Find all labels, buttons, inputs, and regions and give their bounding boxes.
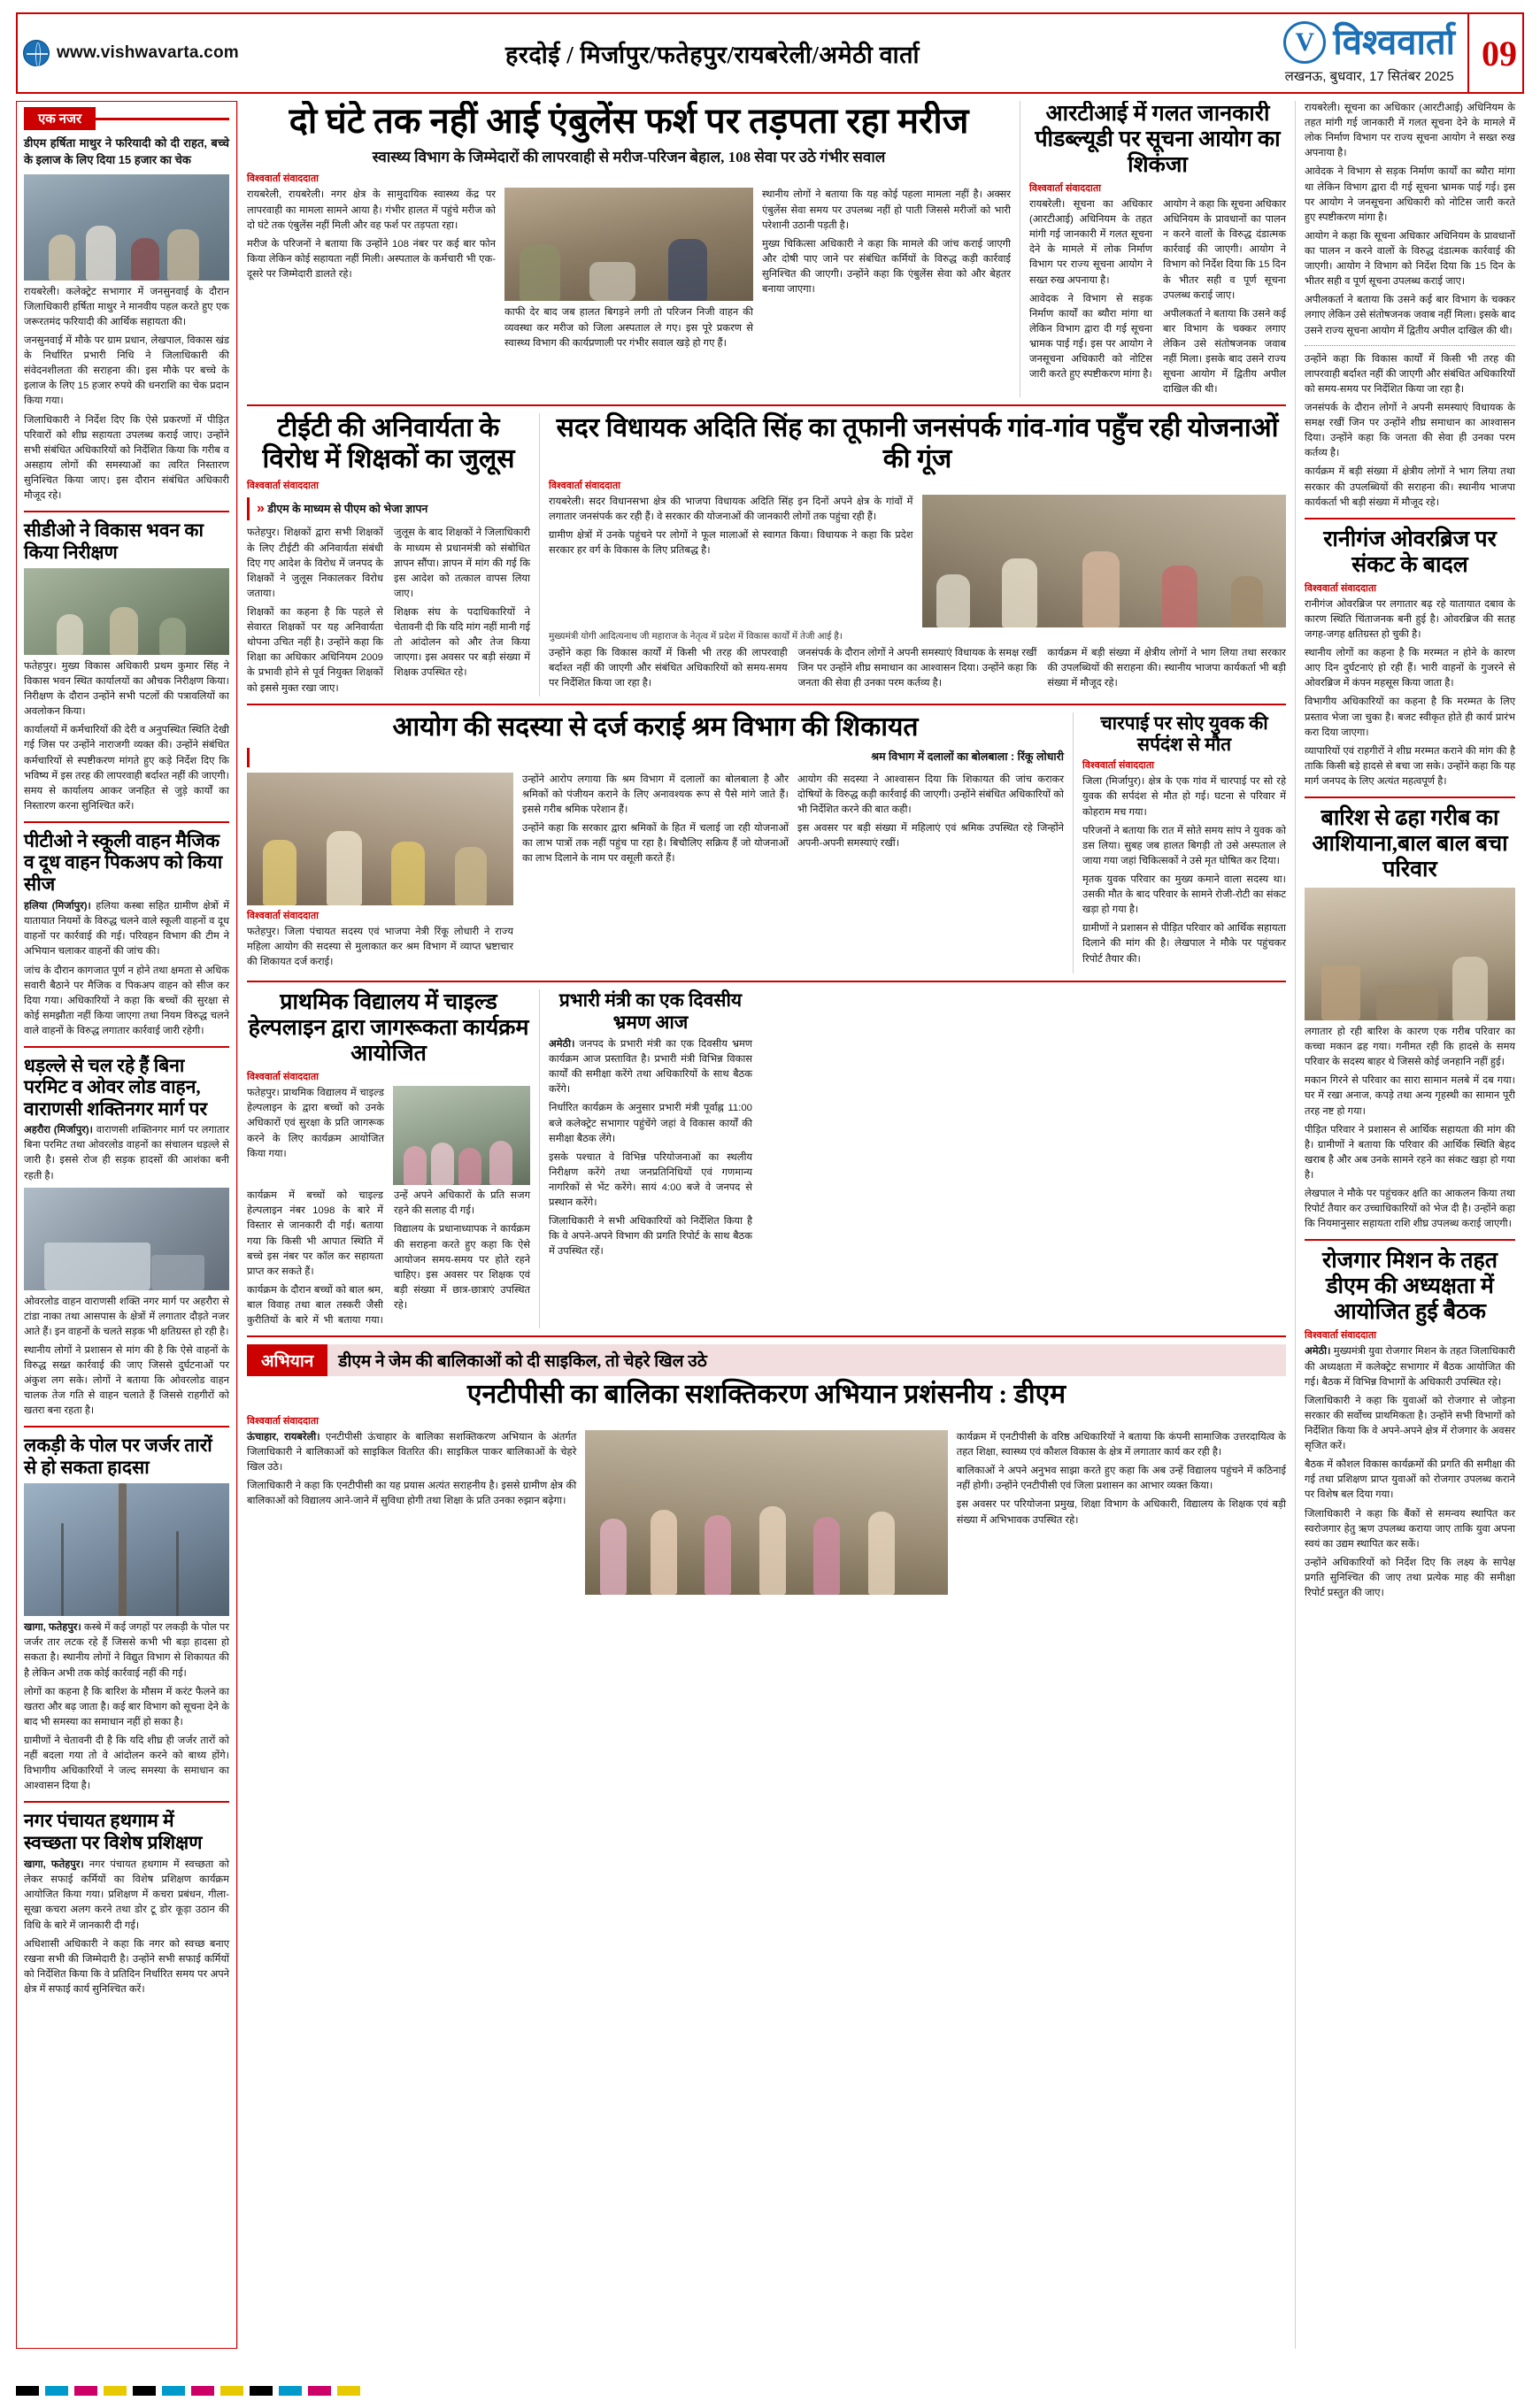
ek-nazar-tag: एक नजर bbox=[24, 107, 96, 130]
photo-dm-cheque bbox=[24, 174, 229, 281]
photo-cdo-inspection bbox=[24, 568, 229, 655]
color-bar bbox=[16, 2386, 39, 2396]
color-bar bbox=[133, 2386, 156, 2396]
shram-quote: श्रम विभाग में दलालों का बोलबाला : रिंकू लोधारी bbox=[247, 748, 1064, 767]
photo-cycle-distribution bbox=[585, 1430, 947, 1595]
tet-headline: टीईटी की अनिवार्यता के विरोध में शिक्षकों का जुलूस bbox=[262, 413, 515, 474]
campaign-photo-wrap bbox=[585, 1430, 947, 1595]
shram-byline: विश्ववार्ता संवाददाता bbox=[247, 910, 319, 921]
photo-overload-vehicle bbox=[24, 1188, 229, 1290]
color-bar bbox=[162, 2386, 185, 2396]
dateline-unchahar: ऊंचाहार, रायबरेली। bbox=[247, 1432, 320, 1443]
photo-collapsed-house bbox=[1305, 888, 1515, 1020]
masthead-center bbox=[283, 14, 1142, 92]
dateline-amethi-2: अमेठी। bbox=[1305, 1346, 1331, 1358]
body-overload-vehicles: ओवरलोड वाहन वाराणसी शक्ति नगर मार्ग पर अहरौरा से टांडा नाका तथा आसपास के क्षेत्रों में लगातार दौड़ते नजर आते हैं। इन वाहनों के चलते सड़क भी क्षतिग्रस्त हो रही है। स्थानीय लोगों ने प्रशासन से मांग की है कि ऐसे वाहनों के विरुद्ध सख्त कार्रवाई की जाए जिससे दुर्घटनाओं पर अंकुश लग सके। लोगों ने बताया कि ओवरलोड वाहन चालक तेज गति से वाहन चलाते हैं जिससे राहगीरों को खतरा बना रहता है। bbox=[24, 1296, 229, 1417]
headline-wooden-pole: लकड़ी के पोल पर जर्जर तारों से हो सकता हादसा bbox=[24, 1435, 212, 1478]
rtai-overflow: रायबरेली। सूचना का अधिकार (आरटीआई) अधिनियम के तहत मांगी गई जानकारी में गलत सूचना देने के मामले में लोक निर्माण विभाग पर राज्य सूचना आयोग ने सख्त रुख अपनाया है। आवेदक ने विभाग से सड़क निर्माण कार्यों का ब्यौरा मांगा था लेकिन विभाग द्वारा दी गई सूचना भ्रामक पाई गई। इस पर आयोग ने जनसूचना अधिकारी को नोटिस जारी करते हुए स्पष्टीकरण मांगा है। आयोग ने कहा कि सूचना अधिकार अधिनियम के प्रावधानों का पालन न करने वालों के विरुद्ध दंडात्मक कार्रवाई की जाएगी। आयोग ने विभाग को निर्देश दिया कि 15 दिन के भीतर सही व पूर्ण सूचना उपलब्ध कराई जाए। अपीलकर्ता ने बताया कि उसने कई बार विभाग के चक्कर लगाए लेकिन उसे संतोषजनक जवाब नहीं मिला। इसके बाद उसने राज्य सूचना आयोग में द्वितीय अपील दाखिल की थी। bbox=[1305, 103, 1515, 336]
left-column bbox=[16, 101, 237, 2349]
child-photo-wrap bbox=[393, 1086, 530, 1185]
shram-photo-wrap bbox=[247, 773, 513, 973]
brand-logo-icon: V bbox=[1283, 21, 1326, 64]
rtai-headline: आरटीआई में गलत जानकारी पीडब्ल्यूडी पर सूचना आयोग का शिकंजा bbox=[1035, 102, 1281, 177]
campaign-strip-text: डीएम ने जेम की बालिकाओं को दी साइकिल, तो चेहरे खिल उठे bbox=[327, 1344, 1286, 1376]
overbridge-byline: विश्ववार्ता संवाददाता bbox=[1305, 582, 1376, 594]
lead-photo-wrap bbox=[504, 188, 753, 354]
story-tet bbox=[247, 413, 539, 696]
lead-body-col2: काफी देर बाद जब हालत बिगड़ने लगी तो परिजन निजी वाहन की व्यवस्था कर मरीज को जिला अस्पताल ले गए। इस पूरे प्रकरण से स्वास्थ्य विभाग की कार्यप्रणाली पर गंभीर सवाल खड़े हो गए हैं। bbox=[504, 307, 753, 349]
ek-nazar-body: रायबरेली। कलेक्ट्रेट सभागार में जनसुनवाई के दौरान जिलाधिकारी हर्षिता माथुर ने मानवीय पहल करते हुए एक जरूरतमंद फरियादी की आर्थिक सहायता की। जनसुनवाई में मौके पर ग्राम प्रधान, लेखपाल, विकास खंड के निर्धारित प्रभारी निधि ने जिलाधिकारी की संवेदनशीलता की सराहना की। इस मौके पर बच्चे के इलाज के लिए 15 हजार रुपये की धनराशि का चेक प्रदान किया गया। जिलाधिकारी ने निर्देश दिए कि ऐसे प्रकरणों में पीड़ित परिवारों को शीघ्र सहायता उपलब्ध कराई जाए। उन्होंने सभी संबंधित अधिकारियों को निर्देशित किया कि गरीब व असहाय लोगों की समस्याओं का त्वरित निस्तारण सुनिश्चित किया जाए। इस दौरान संबंधित अधिकारी मौजूद रहे। bbox=[24, 286, 229, 502]
photo-wooden-pole bbox=[24, 1483, 229, 1616]
masthead-right bbox=[1142, 14, 1522, 92]
color-registration-bars bbox=[16, 2386, 360, 2396]
rain-headline: बारिश से ढहा गरीब का आशियाना,बाल बाल बचा परिवार bbox=[1312, 806, 1508, 882]
rtai-body: रायबरेली। सूचना का अधिकार (आरटीआई) अधिनियम के तहत मांगी गई जानकारी में गलत सूचना देने के मामले में लोक निर्माण विभाग पर राज्य सूचना आयोग ने सख्त रुख अपनाया है। आवेदक ने विभाग से सड़क निर्माण कार्यों का ब्यौरा मांगा था लेकिन विभाग द्वारा दी गई सूचना भ्रामक पाई गई। इस पर आयोग ने जनसूचना अधिकारी को नोटिस जारी करते हुए स्पष्टीकरण मांगा है। आयोग ने कहा कि सूचना अधिकार अधिनियम के प्रावधानों का पालन न करने वालों के विरुद्ध दंडात्मक कार्रवाई की जाएगी। आयोग ने विभाग को निर्देश दिया कि 15 दिन के भीतर सही व पूर्ण सूचना उपलब्ध कराई जाए। अपीलकर्ता ने बताया कि उसने कई बार विभाग के चक्कर लगाए लेकिन उसे संतोषजनक जवाब नहीं मिला। इसके बाद उसने राज्य सूचना आयोग में द्वितीय अपील दाखिल की थी। bbox=[1029, 199, 1286, 396]
dateline-khaga-2: खागा, फतेहपुर। bbox=[24, 1859, 84, 1871]
color-bar bbox=[74, 2386, 97, 2396]
headline-overload-vehicles: धड़ल्ले से चल रहे हैं बिना परमिट व ओवर लोड वाहन, वाराणसी शक्तिनगर मार्ग पर bbox=[24, 1055, 208, 1120]
color-bar bbox=[337, 2386, 360, 2396]
story-aditi bbox=[540, 413, 1286, 696]
color-bar bbox=[250, 2386, 273, 2396]
overbridge-body: रानीगंज ओवरब्रिज पर लगातार बढ़ रहे यातायात दबाव के कारण स्थिति चिंताजनक बनी हुई है। ओवरब्रिज की सतह जगह-जगह क्षतिग्रस्त हो चुकी है। स्थानीय लोगों का कहना है कि मरम्मत न होने के कारण आए दिन दुर्घटनाएं हो रही हैं। भारी वाहनों के गुजरने से ओवरब्रिज में कंपन महसूस किया जाता है। विभागीय अधिकारियों का कहना है कि मरम्मत के लिए प्रस्ताव भेजा जा चुका है। बजट स्वीकृत होते ही कार्य प्रारंभ करा दिया जाएगा। व्यापारियों एवं राहगीरों ने शीघ्र मरम्मत कराने की मांग की है ताकि किसी बड़े हादसे से बचा जा सके। उन्होंने कहा कि यह मार्ग जनपद के लिए अत्यंत महत्वपूर्ण है। bbox=[1305, 598, 1515, 787]
headline-school-vehicle-seized: पीटीओ ने स्कूली वाहन मैजिक व दूध वाहन पिकअप को किया सीज bbox=[24, 830, 223, 895]
aditi-caption: मुख्यमंत्री योगी आदित्यनाथ जी महाराज के नेतृत्व में प्रदेश में विकास कार्यों में तेजी आई है। bbox=[549, 631, 843, 643]
charpai-headline: चारपाई पर सोए युवक की सर्पदंश से मौत bbox=[1100, 712, 1268, 755]
campaign-tag: अभियान bbox=[247, 1344, 327, 1376]
body-cdo-inspection: फतेहपुर। मुख्य विकास अधिकारी प्रथम कुमार सिंह ने विकास भवन स्थित कार्यालयों का औचक निरीक्षण किया। निरीक्षण के दौरान उन्होंने सभी पटलों की पत्रावलियों का अवलोकन किया। कार्यालयों में कर्मचारियों की देरी व अनुपस्थित स्थिति देखी गई जिस पर उन्होंने नाराजगी व्यक्त की। उन्होंने संबंधित कर्मचारियों से स्पष्टीकरण मांगते हुए कड़े निर्देश दिए कि भविष्य में इस तरह की लापरवाही बर्दाश्त नहीं की जाएगी। समय से कार्यालय आकर जनहित से जुड़े कार्यों का निस्तारण करना सुनिश्चित करें। bbox=[24, 660, 229, 812]
masthead-left bbox=[18, 14, 283, 92]
shram-body-col2: उन्होंने आरोप लगाया कि श्रम विभाग में दलालों का बोलबाला है और श्रमिकों को पंजीयन कराने के लिए अनावश्यक रूप से पैसे मांगे जाते हैं। इससे गरीब श्रमिक परेशान हैं। उन्होंने कहा कि सरकार द्वारा श्रमिकों के हित में चलाई जा रही योजनाओं का लाभ पात्रों तक नहीं पहुंच पा रहा है। बिचौलिए सक्रिय हैं जो योजनाओं का लाभ दिलाने के नाम पर वसूली करते हैं। bbox=[522, 773, 789, 865]
campaign-headline: एनटीपीसी का बालिका सशक्तिकरण अभियान प्रशंसनीय : डीएम bbox=[466, 1380, 1066, 1410]
child-headline: प्राथमिक विद्यालय में चाइल्ड हेल्पलाइन द्वारा जागरूकता कार्यक्रम आयोजित bbox=[248, 990, 529, 1066]
story-child-helpline bbox=[247, 989, 539, 1328]
center-column bbox=[238, 101, 1295, 2349]
lead-byline: विश्ववार्ता संवाददाता bbox=[247, 173, 319, 185]
globe-icon bbox=[23, 40, 50, 66]
shram-body-col1: फतेहपुर। जिला पंचायत सदस्य एवं भाजपा नेत्री रिंकू लोधारी ने राज्य महिला आयोग की सदस्या से मुलाकात कर श्रम विभाग में व्याप्त भ्रष्टाचार की शिकायत दर्ज कराई। bbox=[247, 926, 513, 968]
right-column bbox=[1296, 101, 1524, 2349]
ek-nazar-lead: डीएम हर्षिता माथुर ने फरियादी को दी राहत, बच्चे के इलाज के लिए दिया 15 हजार का चेक bbox=[24, 136, 229, 166]
site-url[interactable]: www.vishwavarta.com bbox=[57, 43, 239, 62]
dateline-amethi-1: अमेठी। bbox=[549, 1038, 575, 1050]
headline-swachhta-training: नगर पंचायत हथगाम में स्वच्छता पर विशेष प्रशिक्षण bbox=[24, 1810, 203, 1853]
charpai-byline: विश्ववार्ता संवाददाता bbox=[1082, 760, 1154, 772]
tet-byline: विश्ववार्ता संवाददाता bbox=[247, 481, 319, 492]
rojgar-headline: रोजगार मिशन के तहत डीएम की अध्यक्षता में आयोजित हुई बैठक bbox=[1321, 1249, 1498, 1325]
color-bar bbox=[191, 2386, 214, 2396]
brand-block bbox=[1283, 21, 1455, 85]
shram-headline: आयोग की सदस्या से दर्ज कराई श्रम विभाग की शिकायत bbox=[392, 712, 919, 742]
rtai-byline: विश्ववार्ता संवाददाता bbox=[1029, 183, 1101, 194]
shram-body-col3: आयोग की सदस्या ने आश्वासन दिया कि शिकायत की जांच कराकर दोषियों के विरुद्ध कड़ी कार्रवाई की जाएगी। उन्होंने संबंधित अधिकारियों को भी निर्देशित करने की बात कही। इस अवसर पर बड़ी संख्या में महिलाएं एवं श्रमिक उपस्थित रहे जिन्होंने अपनी-अपनी समस्याएं रखीं। bbox=[797, 773, 1064, 850]
aditi-photo-wrap bbox=[922, 495, 1287, 627]
tet-quote: » डीएम के माध्यम से पीएम को भेजा ज्ञापन bbox=[247, 497, 530, 520]
aditi-body-rest: उन्होंने कहा कि विकास कार्यों में किसी भी तरह की लापरवाही बर्दाश्त नहीं की जाएगी और संबंधित अधिकारियों को समय-समय पर निर्देशित किया जा रहा है। जनसंपर्क के दौरान लोगों ने अपनी समस्याएं विधायक के समक्ष रखीं जिन पर उन्होंने शीघ्र समाधान का आश्वासन दिया। उन्होंने कहा कि जनता की सेवा ही उनका परम कर्तव्य है। कार्यक्रम में बड़ी संख्या में क्षेत्रीय लोगों ने भाग लिया तथा सरकार की उपलब्धियों की सराहना की। स्थानीय भाजपा कार्यकर्ता भी बड़ी संख्या में मौजूद रहे। bbox=[549, 648, 1286, 689]
lead-body-col1: रायबरेली, रायबरेली। नगर क्षेत्र के सामुदायिक स्वास्थ्य केंद्र पर लापरवाही का मामला सामने आया है। गंभीर हालत में पहुंचे मरीज को दो घंटे तक एंबुलेंस नहीं मिली और वह फर्श पर तड़पता रहा। मरीज के परिजनों ने बताया कि उन्होंने 108 नंबर पर कई बार फोन किया लेकिन कोई सहायता नहीं मिली। अस्पताल के कर्मचारी भी एक-दूसरे पर जिम्मेदारी डालते रहे। bbox=[247, 189, 496, 280]
child-body-col1: फतेहपुर। प्राथमिक विद्यालय में चाइल्ड हेल्पलाइन के द्वारा बच्चों को उनके अधिकारों एवं सुरक्षा के प्रति जागरूक करने के लिए कार्यक्रम आयोजित किया गया। bbox=[247, 1088, 384, 1159]
edition-date: लखनऊ, बुधवार, 17 सितंबर 2025 bbox=[1284, 69, 1454, 84]
masthead bbox=[16, 12, 1524, 94]
minister-headline: प्रभारी मंत्री का एक दिवसीय भ्रमण आज bbox=[558, 989, 743, 1033]
photo-shram-complaint bbox=[247, 773, 513, 905]
story-shram bbox=[247, 712, 1073, 974]
color-bar bbox=[104, 2386, 127, 2396]
child-byline: विश्ववार्ता संवाददाता bbox=[247, 1072, 319, 1083]
body-wooden-pole: खागा, फतेहपुर। कस्बे में कई जगहों पर लकड़ी के पोल पर जर्जर तार लटक रहे हैं जिससे कभी भी बड़ा हादसा हो सकता है। स्थानीय लोगों ने विद्युत विभाग से शिकायत की है लेकिन अभी तक कोई कार्रवाई नहीं की गई। लोगों का कहना है कि बारिश के मौसम में करंट फैलने का खतरा और बढ़ जाता है। कई बार विभाग को सूचना देने के बाद भी समस्या का समाधान नहीं हो सका है। ग्रामीणों ने चेतावनी दी है कि यदि शीघ्र ही जर्जर तारों को नहीं बदला गया तो वे आंदोलन करने को बाध्य होंगे। विभागीय अधिकारियों ने जल्द समस्या के समाधान का आश्वासन दिया है। bbox=[24, 1622, 230, 1792]
campaign-body-col3: कार्यक्रम में एनटीपीसी के वरिष्ठ अधिकारियों ने बताया कि कंपनी सामाजिक उत्तरदायित्व के तहत शिक्षा, स्वास्थ्य एवं कौशल विकास के क्षेत्र में लगातार कार्य कर रही है। बालिकाओं ने अपने अनुभव साझा करते हुए कहा कि अब उन्हें विद्यालय पहुंचने में कठिनाई नहीं होगी। उन्होंने एनटीपीसी एवं जिला प्रशासन का आभार व्यक्त किया। इस अवसर पर परियोजना प्रमुख, शिक्षा विभाग के अधिकारी, विद्यालय के शिक्षक एवं बड़ी संख्या में अभिभावक उपस्थित रहे। bbox=[956, 1432, 1286, 1526]
color-bar bbox=[45, 2386, 68, 2396]
aditi-overflow: उन्होंने कहा कि विकास कार्यों में किसी भी तरह की लापरवाही बर्दाश्त नहीं की जाएगी और संबंधित अधिकारियों को समय-समय पर निर्देशित किया जा रहा है। जनसंपर्क के दौरान लोगों ने अपनी समस्याएं विधायक के समक्ष रखीं जिन पर उन्होंने शीघ्र समाधान का आश्वासन दिया। उन्होंने कहा कि जनता की सेवा ही उनका परम कर्तव्य है। कार्यक्रम में बड़ी संख्या में क्षेत्रीय लोगों ने भाग लिया तथा सरकार की उपलब्धियों की सराहना की। स्थानीय भाजपा कार्यकर्ता भी बड़ी संख्या में मौजूद रहे। bbox=[1305, 353, 1515, 508]
page-grid bbox=[16, 101, 1524, 2349]
photo-aditi-jansampark bbox=[922, 495, 1287, 627]
body-swachhta-training: खागा, फतेहपुर। नगर पंचायत हथगाम में स्वच्छता को लेकर सफाई कर्मियों का विशेष प्रशिक्षण कार्यक्रम आयोजित किया गया। प्रशिक्षण में कचरा प्रबंधन, गीला-सूखा कचरा अलग करने तथा डोर टू डोर कूड़ा उठान की विधि के बारे में जानकारी दी गई। अधिशासी अधिकारी ने कहा कि नगर को स्वच्छ बनाए रखना सभी की जिम्मेदारी है। उन्होंने सभी सफाई कर्मियों को निर्देशित किया कि वे प्रतिदिन निर्धारित समय पर अपने क्षेत्र में सफाई कार्य सुनिश्चित करें। bbox=[24, 1859, 229, 1995]
campaign-body-col1: ऊंचाहार, रायबरेली। एनटीपीसी ऊंचाहार के बालिका सशक्तिकरण अभियान के अंतर्गत जिलाधिकारी ने बालिकाओं को साइकिल वितरित की। साइकिल पाकर बालिकाओं के चेहरे खिल उठे। जिलाधिकारी ने कहा कि एनटीपीसी का यह प्रयास अत्यंत सराहनीय है। इससे ग्रामीण क्षेत्र की बालिकाओं को विद्यालय आने-जाने में सुविधा होगी तथा शिक्षा के प्रति उनका रुझान बढ़ेगा। bbox=[247, 1432, 577, 1507]
campaign-byline: विश्ववार्ता संवाददाता bbox=[247, 1416, 319, 1428]
color-bar bbox=[279, 2386, 302, 2396]
lead-headline: दो घंटे तक नहीं आई एंबुलेंस फर्श पर तड़पता रहा मरीज bbox=[289, 101, 969, 141]
story-charpai bbox=[1074, 712, 1286, 974]
aditi-byline: विश्ववार्ता संवाददाता bbox=[549, 481, 620, 492]
rojgar-body: अमेठी। मुख्यमंत्री युवा रोजगार मिशन के तहत जिलाधिकारी की अध्यक्षता में कलेक्ट्रेट सभागार में बैठक आयोजित की गई। बैठक में विभिन्न विभागों के अधिकारी उपस्थित रहे। जिलाधिकारी ने कहा कि युवाओं को रोजगार से जोड़ना सरकार की सर्वोच्च प्राथमिकता है। उन्होंने सभी विभागों को निर्देशित किया कि वे अपने-अपने क्षेत्र में रोजगार के अवसर सृजित करें। बैठक में कौशल विकास कार्यक्रमों की प्रगति की समीक्षा की गई तथा प्रशिक्षण प्राप्त युवाओं को रोजगार उपलब्ध कराने पर विशेष बल दिया गया। जिलाधिकारी ने कहा कि बैंकों से समन्वय स्थापित कर स्वरोजगार हेतु ऋण उपलब्ध कराया जाए ताकि युवा अपना स्वयं का उद्यम स्थापित कर सकें। उन्होंने अधिकारियों को निर्देश दिए कि लक्ष्य के सापेक्ष प्रगति सुनिश्चित की जाए तथा प्रत्येक माह की समीक्षा रिपोर्ट प्रस्तुत की जाए। bbox=[1305, 1346, 1516, 1599]
tag-rule bbox=[96, 118, 229, 120]
lead-body-col3: स्थानीय लोगों ने बताया कि यह कोई पहला मामला नहीं है। अक्सर एंबुलेंस सेवा समय पर उपलब्ध नहीं हो पाती जिससे मरीजों को भारी परेशानी उठानी पड़ती है। मुख्य चिकित्सा अधिकारी ने कहा कि मामले की जांच कराई जाएगी और दोषी पाए जाने पर संबंधित कर्मियों के विरुद्ध कड़ी कार्रवाई सुनिश्चित की जाएगी। उन्होंने कहा कि एंबुलेंस सेवा को और बेहतर बनाया जाएगा। bbox=[762, 189, 1011, 296]
overbridge-headline: रानीगंज ओवरब्रिज पर संकट के बादल bbox=[1323, 527, 1497, 577]
aditi-headline: सदर विधायक अदिति सिंह का तूफानी जनसंपर्क गांव-गांव पहुँच रही योजनाओं की गूंज bbox=[556, 413, 1279, 474]
rojgar-byline: विश्ववार्ता संवाददाता bbox=[1305, 1330, 1376, 1342]
tet-body: फतेहपुर। शिक्षकों द्वारा सभी शिक्षकों के लिए टीईटी की अनिवार्यता संबंधी दिए गए आदेश के विरोध में जनपद के शिक्षकों ने जुलूस निकालकर विरोध जताया। शिक्षकों का कहना है कि पहले से सेवारत शिक्षकों पर यह अनिवार्यता थोपना उचित नहीं है। उन्होंने कहा कि शिक्षा का अधिकार अधिनियम 2009 के प्रभावी होने से पूर्व नियुक्त शिक्षकों को इससे मुक्त रखा जाए। जुलूस के बाद शिक्षकों ने जिलाधिकारी के माध्यम से प्रधानमंत्री को संबोधित ज्ञापन सौंपा। ज्ञापन में मांग की गई कि इस आदेश को तत्काल वापस लिया जाए। शिक्षक संघ के पदाधिकारियों ने चेतावनी दी कि यदि मांग नहीं मानी गई तो आंदोलन को और तेज किया जाएगा। इस अवसर पर बड़ी संख्या में शिक्षक उपस्थित रहे। bbox=[247, 527, 530, 694]
story-rtai bbox=[1020, 101, 1286, 397]
photo-child-helpline bbox=[393, 1086, 530, 1185]
dateline-ahraura: अहरौरा (मिर्जापुर)। bbox=[24, 1125, 93, 1136]
color-bar bbox=[308, 2386, 331, 2396]
body-school-vehicle-seized: हलिया (मिर्जापुर)। हलिया कस्बा सहित ग्रामीण क्षेत्रों में यातायात नियमों के विरुद्ध चलने वाले स्कूली वाहनों व दूध वाहनों पर कार्रवाई की गई। परिवहन विभाग की टीम ने अभियान चलाकर वाहनों की जांच की। जांच के दौरान कागजात पूर्ण न होने तथा क्षमता से अधिक सवारी बैठाने पर मैजिक व पिकअप वाहन को सीज कर दिया गया। अधिकारियों ने कहा कि बच्चों की सुरक्षा से कोई समझौता नहीं किया जाएगा तथा नियम विरुद्ध चलने वाले वाहनों के विरुद्ध लगातार कार्रवाई जारी रहेगी। bbox=[24, 901, 230, 1036]
quote-mark-icon: » bbox=[257, 501, 265, 517]
dateline-hlia: हलिया (मिर्जापुर)। bbox=[24, 901, 91, 912]
brand-name: विश्ववार्ता bbox=[1333, 22, 1455, 62]
photo-patient-on-floor bbox=[504, 188, 753, 301]
child-body-rest: कार्यक्रम में बच्चों को चाइल्ड हेल्पलाइन नंबर 1098 के बारे में विस्तार से जानकारी दी गई। बताया गया कि किसी भी आपात स्थिति में बच्चे इस नंबर पर कॉल कर सहायता प्राप्त कर सकते हैं। कार्यक्रम के दौरान बच्चों को बाल श्रम, बाल विवाह तथा बाल तस्करी जैसी कुरीतियों के बारे में भी बताया गया। उन्हें अपने अधिकारों के प्रति सजग रहने की सलाह दी गई। विद्यालय के प्रधानाध्यापक ने कार्यक्रम की सराहना करते हुए कहा कि ऐसे आयोजन समय-समय पर होते रहने चाहिए। इस अवसर पर शिक्षक एवं बड़ी संख्या में छात्र-छात्राएं उपस्थित रहे। bbox=[247, 1190, 530, 1327]
body-overload-intro: अहरौरा (मिर्जापुर)। वाराणसी शक्तिनगर मार्ग पर लगातार बिना परमिट तथा ओवरलोड वाहनों का संचालन धड़ल्ले से जारी है। इससे रोज ही सड़क हादसों की आशंका बनी रहती है। bbox=[24, 1125, 229, 1181]
minister-body: अमेठी। जनपद के प्रभारी मंत्री का एक दिवसीय भ्रमण कार्यक्रम आज प्रस्तावित है। प्रभारी मंत्री विभिन्न विकास कार्यों की समीक्षा करेंगे तथा अधिकारियों के साथ बैठक करेंगे। निर्धारित कार्यक्रम के अनुसार प्रभारी मंत्री पूर्वाह्न 11:00 बजे कलेक्ट्रेट सभागार पहुंचेंगे जहां वे विकास कार्यों की समीक्षा बैठक लेंगे। इसके पश्चात वे विभिन्न परियोजनाओं का स्थलीय निरीक्षण करेंगे तथा जनप्रतिनिधियों एवं गणमान्य नागरिकों से भेंट करेंगे। सायं 4:00 बजे वे जनपद से प्रस्थान करेंगे। जिलाधिकारी ने सभी अधिकारियों को निर्देशित किया है कि वे अपने-अपने विभाग की प्रगति रिपोर्ट के साथ बैठक में उपस्थित रहें। bbox=[549, 1038, 752, 1258]
charpai-body: जिला (मिर्जापुर)। क्षेत्र के एक गांव में चारपाई पर सो रहे युवक की सर्पदंश से मौत हो गई। घटना से परिवार में कोहराम मच गया। परिजनों ने बताया कि रात में सोते समय सांप ने युवक को डस लिया। सुबह जब हालत बिगड़ी तो उसे अस्पताल ले जाया गया जहां चिकित्सकों ने उसे मृत घोषित कर दिया। मृतक युवक परिवार का मुख्य कमाने वाला सदस्य था। उसकी मौत के बाद परिवार के सामने रोजी-रोटी का संकट खड़ा हो गया है। ग्रामीणों ने प्रशासन से पीड़ित परिवार को आर्थिक सहायता दिलाने की मांग की है। लेखपाल ने मौके पर पहुंचकर रिपोर्ट तैयार की। bbox=[1082, 776, 1286, 965]
edition-line: हरदोई / मिर्जापुर/फतेहपुर/रायबरेली/अमेठी वार्ता bbox=[505, 41, 920, 68]
color-bar bbox=[220, 2386, 243, 2396]
campaign-strip bbox=[247, 1344, 1286, 1376]
ek-nazar-header bbox=[24, 107, 229, 130]
story-minister bbox=[540, 989, 752, 1328]
headline-cdo-inspection: सीडीओ ने विकास भवन का किया निरीक्षण bbox=[24, 519, 204, 563]
rain-body: लगातार हो रही बारिश के कारण एक गरीब परिवार का कच्चा मकान ढह गया। गनीमत रही कि हादसे के समय परिवार के सदस्य बाहर थे जिससे कोई जनहानि नहीं हुई। मकान गिरने से परिवार का सारा सामान मलबे में दब गया। घर में रखा अनाज, कपड़े तथा अन्य गृहस्थी का सामान पूरी तरह नष्ट हो गया। पीड़ित परिवार ने प्रशासन से आर्थिक सहायता की मांग की है। ग्रामीणों ने बताया कि परिवार की आर्थिक स्थिति बेहद खराब है और अब उनके सामने रहने का संकट खड़ा हो गया है। लेखपाल ने मौके पर पहुंचकर क्षति का आकलन किया तथा रिपोर्ट तैयार कर उच्चाधिकारियों को भेज दी है। उन्होंने कहा कि नियमानुसार सहायता राशि शीघ्र उपलब्ध कराई जाएगी। bbox=[1305, 1027, 1515, 1230]
aditi-body-col1: रायबरेली। सदर विधानसभा क्षेत्र की भाजपा विधायक अदिति सिंह इन दिनों अपने क्षेत्र के गांवों में लगातार जनसंपर्क कर रही हैं। वे सरकार की योजनाओं की जानकारी लोगों तक पहुंचा रही हैं। ग्रामीण क्षेत्रों में उनके पहुंचने पर लोगों ने फूल मालाओं से स्वागत किया। विधायक ने कहा कि प्रदेश सरकार हर वर्ग के विकास के लिए प्रतिबद्ध है। bbox=[549, 496, 913, 557]
page-number: 09 bbox=[1467, 14, 1517, 92]
lead-story bbox=[247, 101, 1020, 397]
lead-dek: स्वास्थ्य विभाग के जिम्मेदारों की लापरवाही से मरीज-परिजन बेहाल, 108 सेवा पर उठे गंभीर सवाल bbox=[372, 149, 886, 166]
dateline-khaga-1: खागा, फतेहपुर। bbox=[24, 1622, 81, 1634]
